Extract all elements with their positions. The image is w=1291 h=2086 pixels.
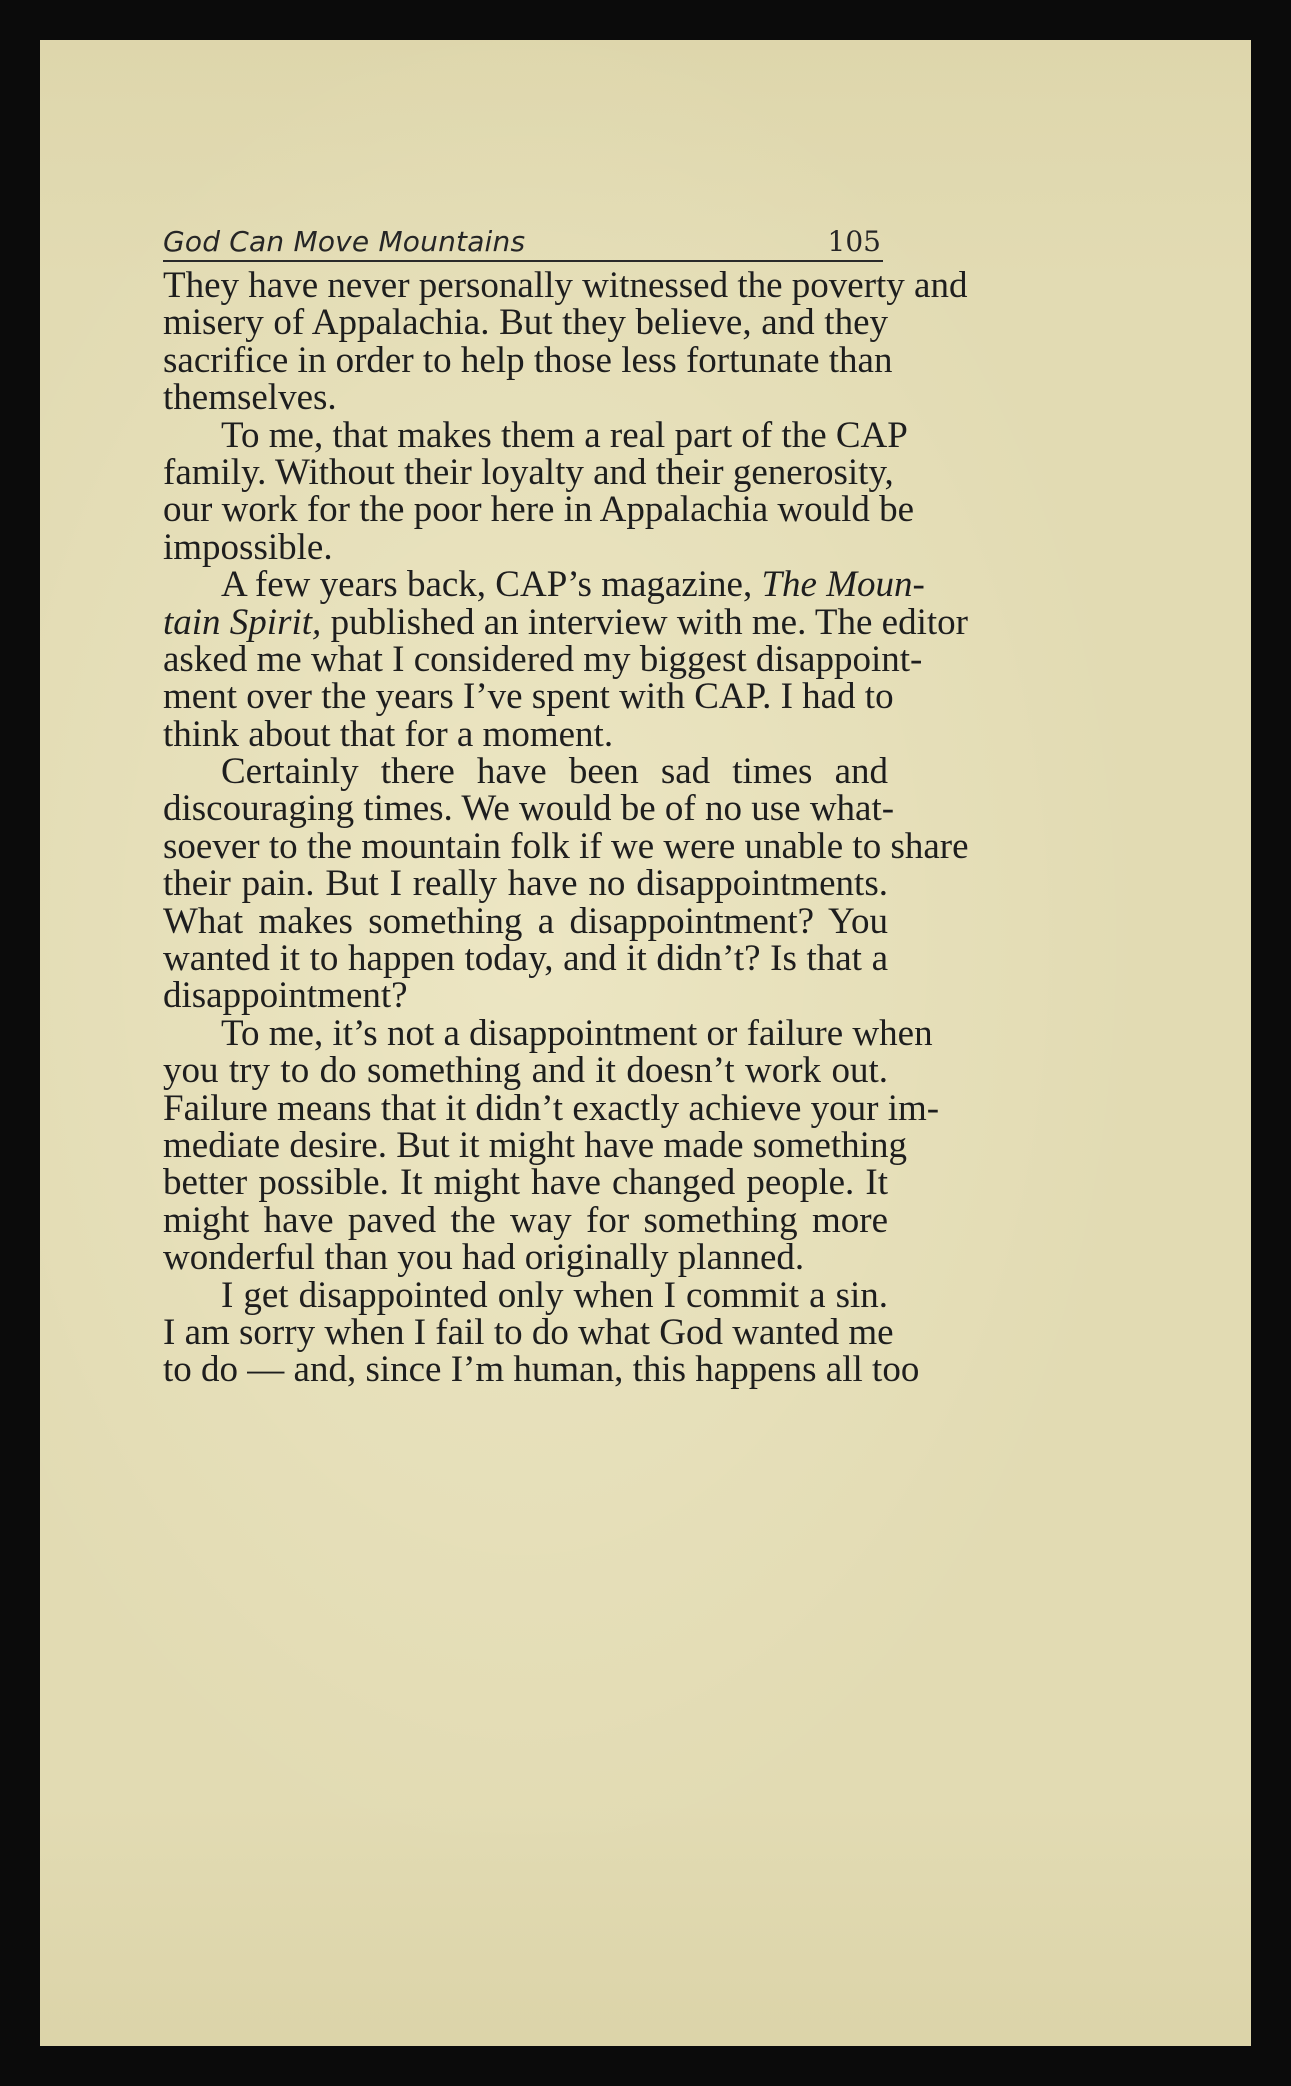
running-header — [163, 208, 883, 262]
book-page — [40, 40, 1251, 2046]
text-line: I am sorry when I fail to do what God wanted me — [163, 1311, 894, 1353]
text-fragment: A few years back, CAP’s magazine, — [221, 564, 762, 606]
text-line: mediate desire. But it might have made something — [163, 1124, 907, 1166]
text-line: think about that for a moment. — [163, 713, 614, 755]
paragraph-first-line — [163, 564, 925, 606]
text-line: to do — and, since I’m human, this happens all too — [163, 1349, 920, 1391]
paragraph-first-line: To me, that makes them a real part of the CAP — [221, 414, 908, 456]
paragraph-first-line: I get disappointed only when I commit a sin. — [221, 1274, 888, 1316]
body-text — [163, 265, 969, 1391]
running-title: God Can Move Mountains — [163, 225, 526, 258]
text-line: disappointment? — [163, 975, 408, 1017]
text-line: their pain. But I really have no disappointments. — [163, 863, 888, 905]
page-number: 105 — [827, 225, 881, 258]
text-line: our work for the poor here in Appalachia would be — [163, 489, 915, 531]
paragraph-first-line: To me, it’s not a disappointment or failure when — [221, 1012, 933, 1054]
text-line: soever to the mountain folk if we were unable to share — [163, 825, 969, 867]
text-line: impossible. — [163, 526, 333, 568]
text-line: What makes something a disappointment? You — [163, 900, 888, 942]
text-line: Failure means that it didn’t exactly achieve your im- — [163, 1087, 940, 1129]
text-line: asked me what I considered my biggest disappoint- — [163, 638, 923, 680]
text-line: family. Without their loyalty and their generosity, — [163, 451, 894, 493]
magazine-title-italic: The Moun- — [761, 564, 925, 606]
text-line: wonderful than you had originally planned. — [163, 1237, 805, 1279]
text-line: wanted it to happen today, and it didn’t? Is that a — [163, 938, 888, 980]
text-line: themselves. — [163, 377, 337, 419]
paragraph-first-line: Certainly there have been sad times and — [221, 751, 888, 793]
text-line: sacrifice in order to help those less fortunate than — [163, 339, 893, 381]
text-line: you try to do something and it doesn’t work out. — [163, 1050, 888, 1092]
text-line: might have paved the way for something more — [163, 1199, 888, 1241]
text-line: ment over the years I’ve spent with CAP. I had to — [163, 676, 894, 718]
text-fragment: published an interview with me. The editor — [321, 601, 968, 643]
magazine-title-italic: tain Spirit, — [163, 601, 322, 643]
text-line: better possible. It might have changed people. It — [163, 1162, 888, 1204]
text-line: misery of Appalachia. But they believe, and they — [163, 302, 888, 344]
text-line: They have never personally witnessed the poverty and — [163, 265, 968, 306]
text-line: discouraging times. We would be of no use what- — [163, 788, 895, 830]
text-line — [163, 601, 968, 643]
